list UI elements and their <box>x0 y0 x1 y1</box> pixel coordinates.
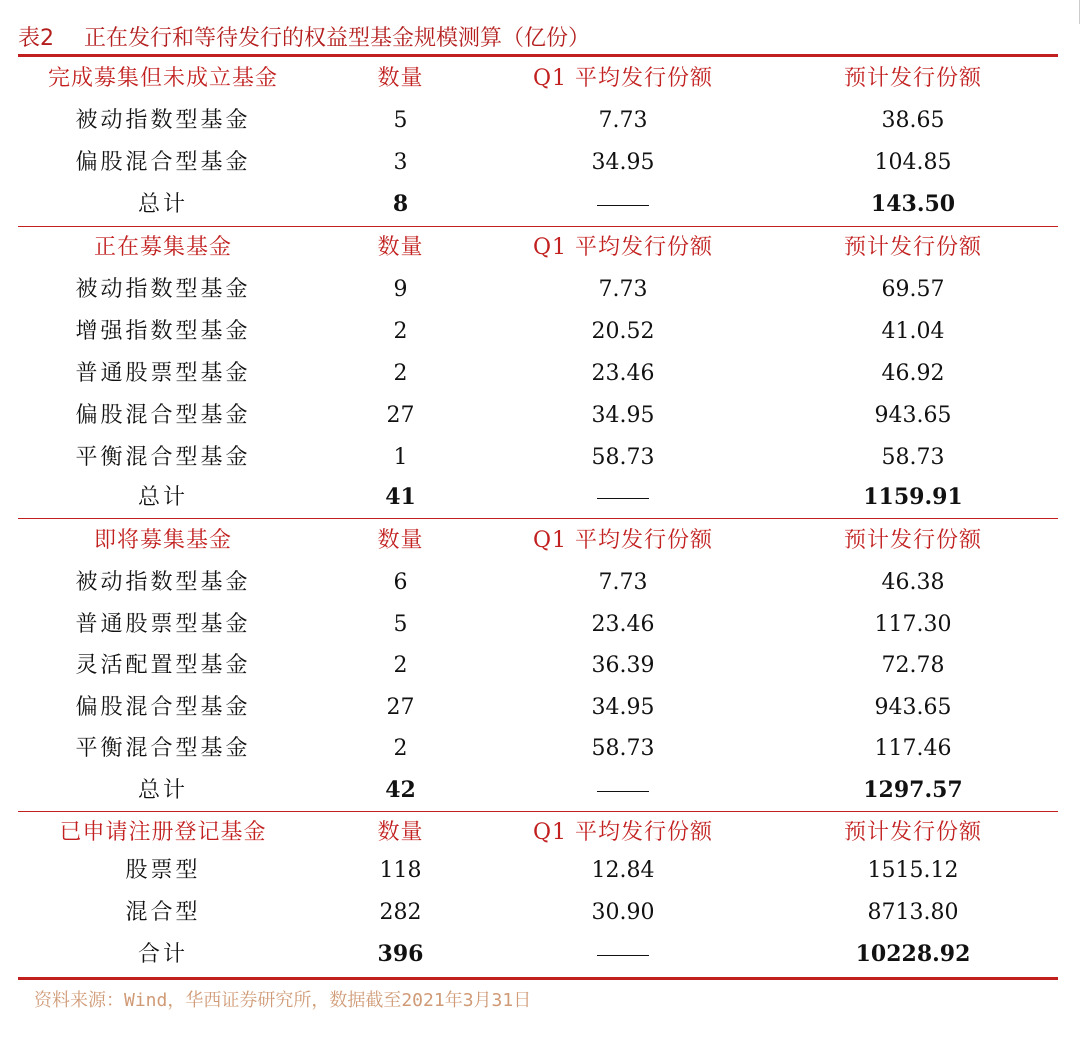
count-value: 2 <box>393 653 408 678</box>
section-header <box>18 58 1058 99</box>
count-value: 2 <box>393 319 408 344</box>
column-header-avg: Q1 平均发行份额 <box>532 235 714 260</box>
dash-placeholder <box>488 770 758 811</box>
avg-value: 7.73 <box>598 108 648 133</box>
estimate-value: 41.04 <box>881 319 945 344</box>
total-estimate: 1159.91 <box>863 484 963 510</box>
avg-value: 34.95 <box>591 150 655 175</box>
column-header-count: 数量 <box>377 235 424 260</box>
table-row <box>18 311 1058 352</box>
total-estimate: 143.50 <box>870 191 956 217</box>
total-row <box>18 770 1058 811</box>
fund-type: 被动指数型基金 <box>75 570 251 595</box>
dash-placeholder <box>488 934 758 975</box>
column-header-avg: Q1 平均发行份额 <box>532 528 714 553</box>
section-title: 正在募集基金 <box>93 235 232 260</box>
count-value: 9 <box>393 277 408 302</box>
count-value: 3 <box>393 150 408 175</box>
section-title: 即将募集基金 <box>93 528 232 553</box>
table-title-text: 正在发行和等待发行的权益型基金规模测算（亿份） <box>84 25 591 51</box>
avg-value: 34.95 <box>591 403 655 428</box>
table-row <box>18 269 1058 310</box>
table-title <box>18 18 1056 54</box>
count-value: 27 <box>386 403 415 428</box>
fund-type: 平衡混合型基金 <box>75 445 251 470</box>
count-value: 2 <box>393 736 408 761</box>
avg-value: 12.84 <box>591 858 655 883</box>
column-header-count: 数量 <box>377 820 424 845</box>
total-label: 总计 <box>137 485 188 510</box>
fund-type: 平衡混合型基金 <box>75 736 251 761</box>
count-value: 27 <box>386 695 415 720</box>
bottom-rule <box>18 977 1058 980</box>
total-estimate: 1297.57 <box>863 777 963 803</box>
table-row <box>18 437 1058 478</box>
avg-value: 20.52 <box>591 319 655 344</box>
total-count: 8 <box>392 191 409 217</box>
fund-type: 普通股票型基金 <box>75 361 251 386</box>
estimate-value: 38.65 <box>881 108 945 133</box>
estimate-value: 943.65 <box>874 403 952 428</box>
avg-value: 7.73 <box>598 277 648 302</box>
estimate-value: 72.78 <box>881 653 945 678</box>
dash-placeholder <box>488 184 758 225</box>
column-header-estimate: 预计发行份额 <box>843 528 982 553</box>
avg-value: 58.73 <box>591 736 655 761</box>
total-row <box>18 934 1058 975</box>
estimate-value: 104.85 <box>874 150 952 175</box>
table-row <box>18 892 1058 933</box>
table-row <box>18 850 1058 891</box>
table-row <box>18 142 1058 183</box>
count-value: 282 <box>379 900 422 925</box>
column-header-avg: Q1 平均发行份额 <box>532 820 714 845</box>
table-number: 表2 <box>18 25 54 51</box>
total-label: 合计 <box>137 942 188 967</box>
top-rule <box>18 54 1058 57</box>
table-row <box>18 604 1058 645</box>
avg-value: 36.39 <box>591 653 655 678</box>
avg-value: 58.73 <box>591 445 655 470</box>
count-value: 6 <box>393 570 408 595</box>
section-title: 完成募集但未成立基金 <box>47 66 278 91</box>
estimate-value: 117.30 <box>874 612 952 637</box>
avg-value: 34.95 <box>591 695 655 720</box>
total-count: 396 <box>377 941 424 967</box>
table-row <box>18 100 1058 141</box>
fund-type: 被动指数型基金 <box>75 277 251 302</box>
avg-value: 23.46 <box>591 361 655 386</box>
avg-value: 7.73 <box>598 570 648 595</box>
column-header-estimate: 预计发行份额 <box>843 235 982 260</box>
fund-type: 增强指数型基金 <box>75 319 251 344</box>
total-label: 总计 <box>137 192 188 217</box>
fund-type: 股票型 <box>125 858 201 883</box>
count-value: 118 <box>379 858 422 883</box>
fund-type: 普通股票型基金 <box>75 612 251 637</box>
column-header-count: 数量 <box>377 528 424 553</box>
count-value: 2 <box>393 361 408 386</box>
section-title: 已申请注册登记基金 <box>59 820 267 845</box>
fund-type: 被动指数型基金 <box>75 108 251 133</box>
column-header-avg: Q1 平均发行份额 <box>532 66 714 91</box>
estimate-value: 69.57 <box>881 277 945 302</box>
count-value: 5 <box>393 108 408 133</box>
fund-type: 偏股混合型基金 <box>75 695 251 720</box>
total-count: 42 <box>385 777 416 803</box>
section-header <box>18 520 1058 561</box>
estimate-value: 8713.80 <box>867 900 959 925</box>
total-estimate: 10228.92 <box>855 941 971 967</box>
table-row <box>18 728 1058 769</box>
column-header-estimate: 预计发行份额 <box>843 66 982 91</box>
avg-value: 23.46 <box>591 612 655 637</box>
fund-type: 灵活配置型基金 <box>75 653 251 678</box>
fund-type: 偏股混合型基金 <box>75 150 251 175</box>
estimate-value: 943.65 <box>874 695 952 720</box>
section-header <box>18 812 1058 853</box>
section-header <box>18 227 1058 268</box>
total-row <box>18 477 1058 518</box>
total-row <box>18 184 1058 225</box>
table-row <box>18 395 1058 436</box>
section-divider <box>18 518 1058 519</box>
table-row <box>18 645 1058 686</box>
estimate-value: 117.46 <box>874 736 952 761</box>
fund-type: 混合型 <box>125 900 201 925</box>
total-label: 总计 <box>137 778 188 803</box>
estimate-value: 46.92 <box>881 361 945 386</box>
table-row <box>18 687 1058 728</box>
count-value: 1 <box>393 445 408 470</box>
avg-value: 30.90 <box>591 900 655 925</box>
table-row <box>18 353 1058 394</box>
estimate-value: 1515.12 <box>867 858 959 883</box>
total-count: 41 <box>385 484 416 510</box>
estimate-value: 58.73 <box>881 445 945 470</box>
estimate-value: 46.38 <box>881 570 945 595</box>
column-header-estimate: 预计发行份额 <box>843 820 982 845</box>
table-row <box>18 562 1058 603</box>
source-note: 资料来源：Wind，华西证券研究所，数据截至2021年3月31日 <box>34 990 532 1011</box>
fund-type: 偏股混合型基金 <box>75 403 251 428</box>
dash-placeholder <box>488 477 758 518</box>
count-value: 5 <box>393 612 408 637</box>
column-header-count: 数量 <box>377 66 424 91</box>
